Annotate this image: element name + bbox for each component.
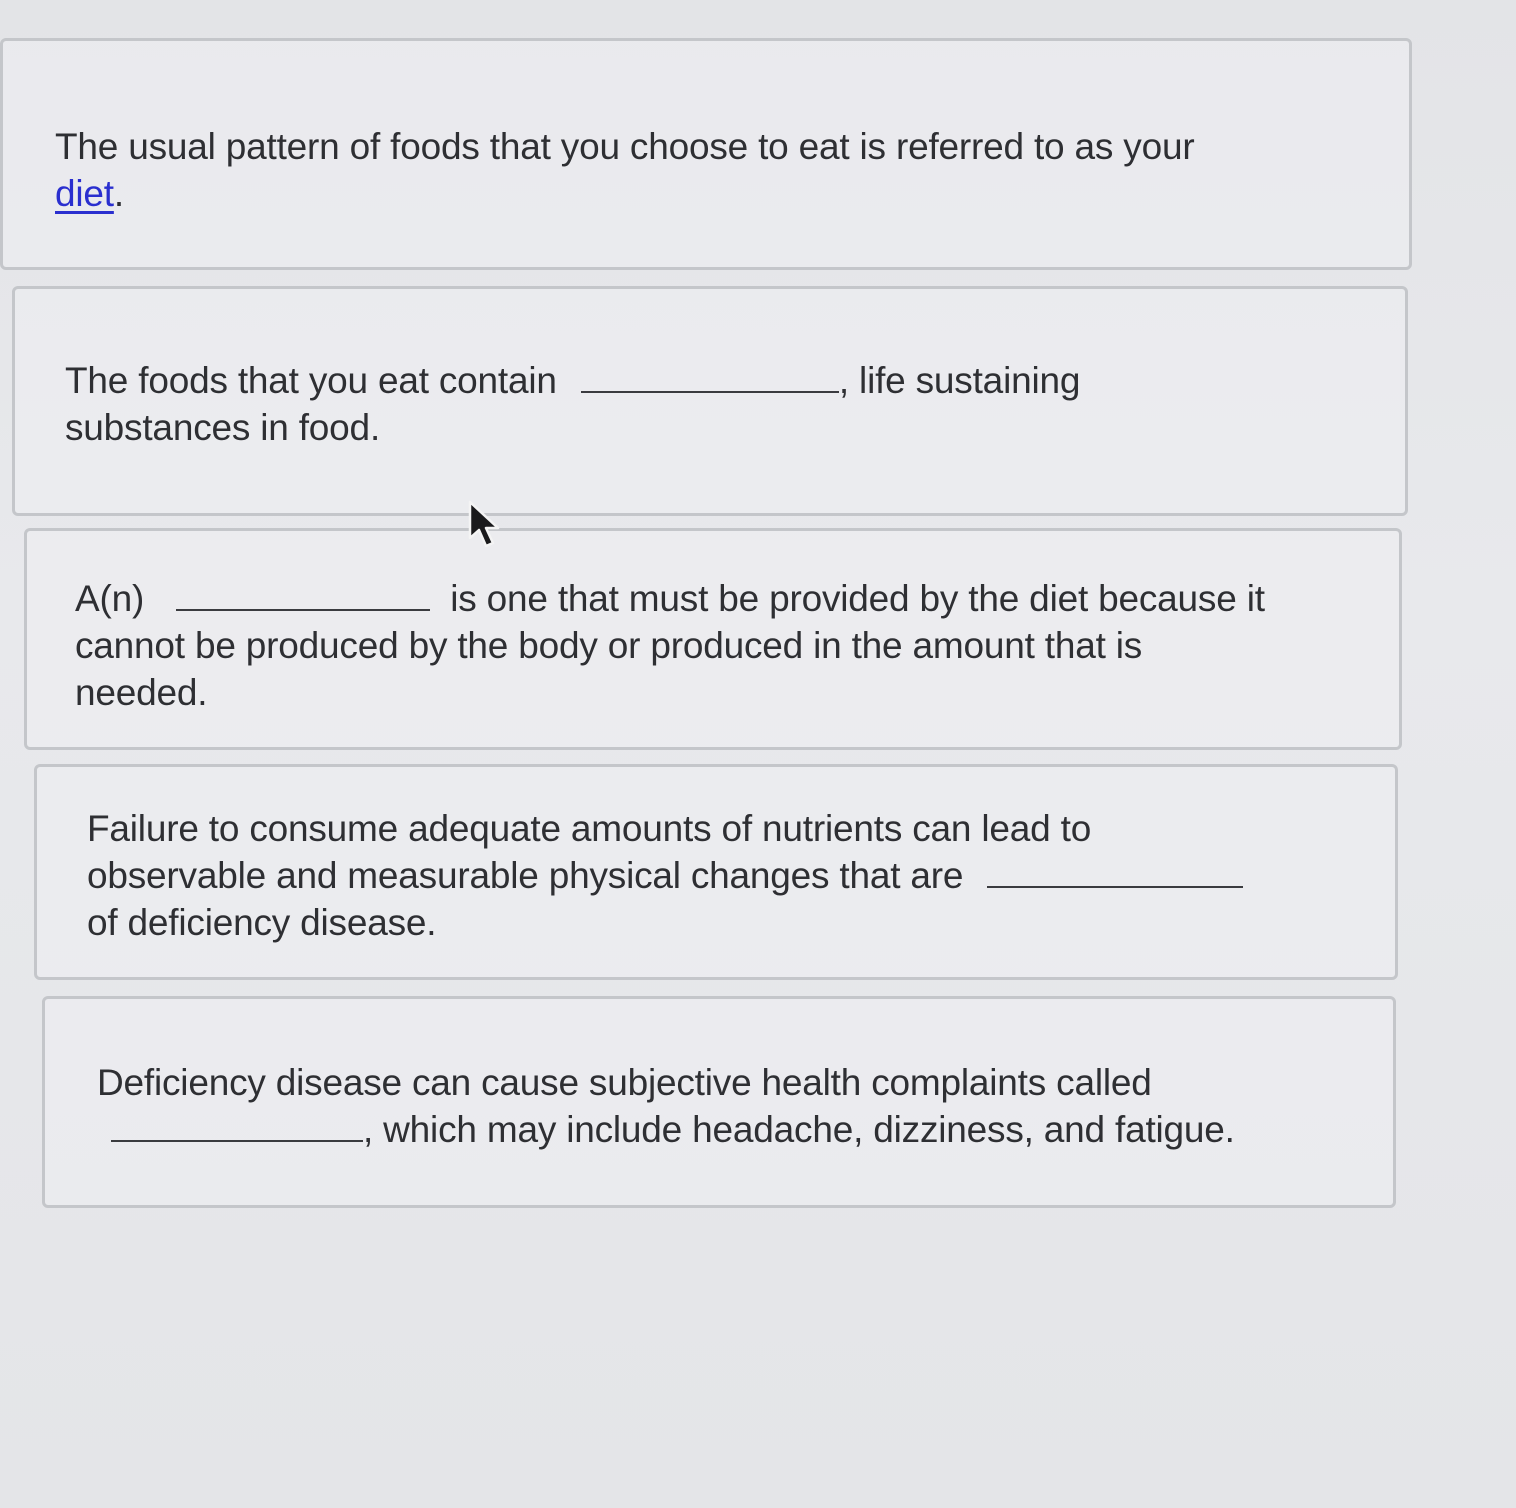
question-4-line-3: of deficiency disease. [87, 902, 437, 943]
question-card-1 [0, 38, 1412, 270]
question-card-3 [24, 528, 1402, 750]
question-3-text [75, 575, 1375, 716]
question-3-line-3: needed. [75, 672, 208, 713]
question-3-text-after: is one that must be provided by the diet because it [450, 578, 1265, 619]
question-2-line-2: substances in food. [65, 407, 381, 448]
question-3-text-before: A(n) [75, 578, 145, 619]
question-4-text-before: observable and measurable physical changes that are [87, 855, 964, 896]
question-1-text-before: The usual pattern of foods that you choose to eat is referred to as your [55, 126, 1195, 167]
question-4-line-1: Failure to consume adequate amounts of nutrients can lead to [87, 808, 1092, 849]
mouse-pointer-arrow-icon [466, 500, 502, 552]
blank-essential-nutrient[interactable] [176, 579, 430, 611]
question-2-text-after: , life sustaining [838, 360, 1081, 401]
question-card-4 [34, 764, 1398, 980]
question-card-2 [12, 286, 1408, 516]
question-5-line-1: Deficiency disease can cause subjective health complaints called [97, 1062, 1152, 1103]
blank-signs[interactable] [987, 856, 1243, 888]
question-1-text-after: . [113, 173, 124, 214]
question-1-text [55, 123, 1375, 217]
question-card-5 [42, 996, 1396, 1208]
blank-nutrients[interactable] [581, 361, 839, 393]
question-5-text-after: , which may include headache, dizziness, and fatigue. [363, 1109, 1235, 1150]
answer-diet[interactable]: diet [55, 173, 114, 214]
blank-symptoms[interactable] [111, 1110, 363, 1142]
question-2-text-before: The foods that you eat contain [65, 360, 557, 401]
question-4-text [87, 805, 1387, 946]
question-2-text [65, 357, 1365, 451]
question-5-text [97, 1059, 1387, 1153]
question-3-line-2: cannot be produced by the body or produced in the amount that is [75, 625, 1143, 666]
